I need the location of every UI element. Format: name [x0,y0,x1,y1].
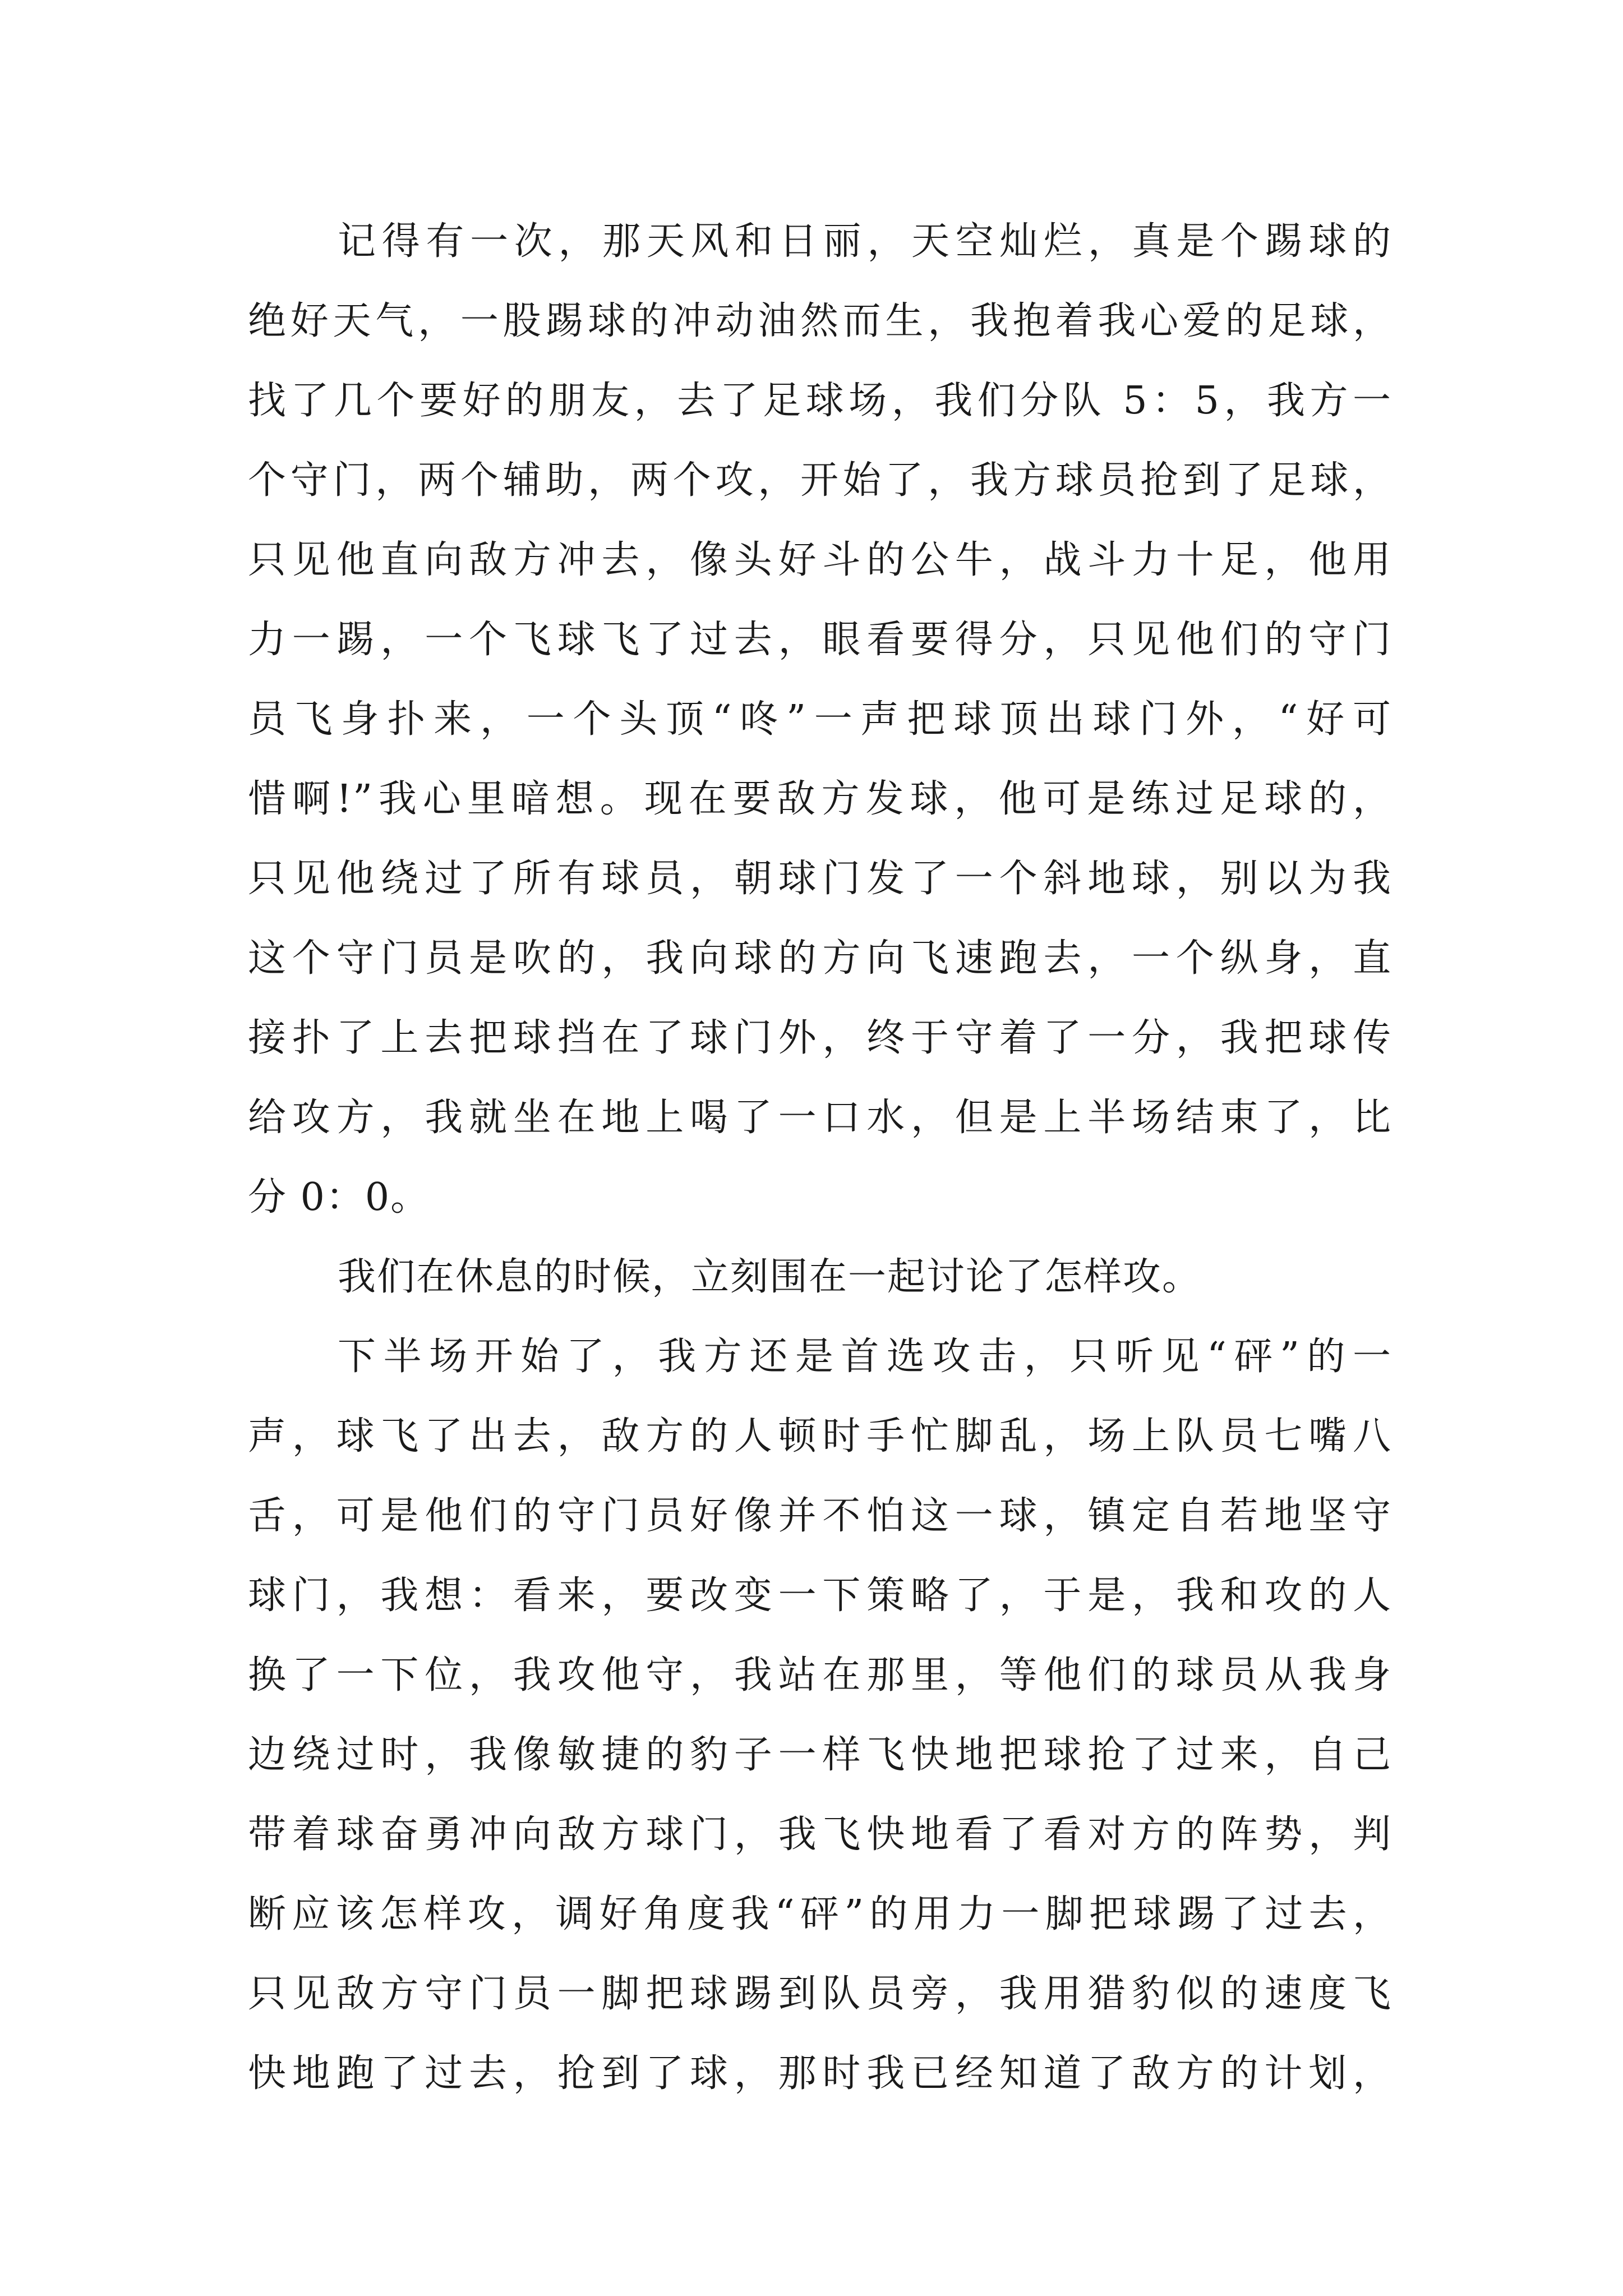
text-line: 个守门，两个辅助，两个攻，开始了，我方球员抢到了足球， [248,458,1392,503]
text-line: 我们在休息的时候，立刻围在一起讨论了怎样攻。 [338,1255,1202,1299]
text-line: 声，球飞了出去，敌方的人顿时手忙脚乱，场上队员七嘴八 [248,1414,1392,1458]
body-text [248,202,1392,2114]
text-line: 球门，我想：看来，要改变一下策略了，于是，我和攻的人 [248,1573,1392,1618]
text-line: 快地跑了过去，抢到了球，那时我已经知道了敌方的计划， [248,2051,1392,2096]
text-line: 换了一下位，我攻他守，我站在那里，等他们的球员从我身 [248,1653,1392,1697]
text-line: 绝好天气，一股踢球的冲动油然而生，我抱着我心爱的足球， [248,299,1392,343]
text-line: 力一踢，一个飞球飞了过去，眼看要得分，只见他们的守门 [248,618,1392,662]
text-line: 记得有一次，那天风和日丽，天空灿烂，真是个踢球的 [338,219,1392,264]
text-line: 给攻方，我就坐在地上喝了一口水，但是上半场结束了，比 [248,1096,1392,1140]
text-line: 分 0：0。 [248,1175,430,1220]
text-line: 带着球奋勇冲向敌方球门，我飞快地看了看对方的阵势，判 [248,1812,1392,1857]
text-line: 只见他绕过了所有球员，朝球门发了一个斜地球，别以为我 [248,857,1392,901]
text-line: 舌，可是他们的守门员好像并不怕这一球，镇定自若地坚守 [248,1494,1392,1538]
text-line: 员飞身扑来，一个头顶“咚”一声把球顶出球门外，“好可 [248,697,1392,742]
text-line: 下半场开始了，我方还是首选攻击，只听见“砰”的一 [338,1335,1392,1379]
text-line: 找了几个要好的朋友，去了足球场，我们分队 5：5，我方一 [248,379,1392,423]
text-line: 接扑了上去把球挡在了球门外，终于守着了一分，我把球传 [248,1016,1392,1060]
text-line: 断应该怎样攻，调好角度我“砰”的用力一脚把球踢了过去， [248,1892,1392,1936]
text-line: 只见敌方守门员一脚把球踢到队员旁，我用猎豹似的速度飞 [248,1972,1392,2016]
text-line: 只见他直向敌方冲去，像头好斗的公牛，战斗力十足，他用 [248,538,1392,582]
text-line: 这个守门员是吹的，我向球的方向飞速跑去，一个纵身，直 [248,936,1392,981]
text-line: 边绕过时，我像敏捷的豹子一样飞快地把球抢了过来，自己 [248,1733,1392,1777]
text-line: 惜啊!”我心里暗想。现在要敌方发球，他可是练过足球的， [248,777,1392,821]
